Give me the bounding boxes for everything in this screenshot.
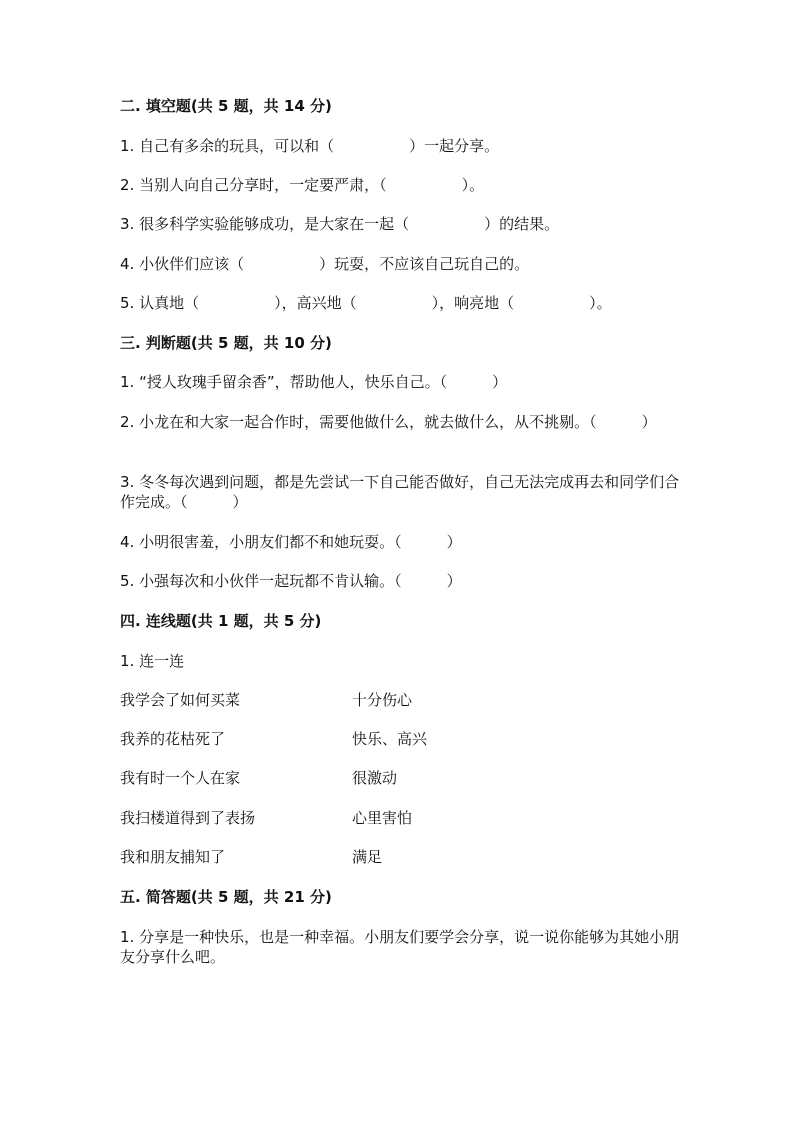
match-right-item: 快乐、高兴: [352, 730, 428, 748]
match-left-item: 我学会了如何买菜: [120, 691, 241, 709]
match-left-item: 我有时一个人在家: [120, 769, 241, 787]
match-left-item: 我养的花枯死了: [120, 730, 226, 748]
fill-question-4: 4. 小伙伴们应该（ ）玩耍，不应该自己玩自己的。: [120, 255, 530, 273]
judge-question-2: 2. 小龙在和大家一起合作时，需要他做什么，就去做什么，从不挑剔。（ ）: [120, 413, 657, 431]
short-answer-question-1: 1. 分享是一种快乐，也是一种幸福。小朋友们要学会分享，说一说你能够为其她小朋友分享什么吧。: [120, 928, 680, 966]
judge-question-4: 4. 小明很害羞，小朋友们都不和她玩耍。（ ）: [120, 533, 462, 551]
judge-question-1: 1. “授人玫瑰手留余香”，帮助他人，快乐自己。（ ）: [120, 373, 508, 391]
fill-question-1: 1. 自己有多余的玩具，可以和（ ）一起分享。: [120, 137, 500, 155]
match-left-item: 我扫楼道得到了表扬: [120, 809, 256, 827]
match-question-1: 1. 连一连: [120, 652, 185, 670]
section3-title: 三. 判断题(共 5 题，共 10 分): [120, 334, 332, 352]
match-right-item: 很激动: [352, 769, 398, 787]
match-right-item: 十分伤心: [352, 691, 413, 709]
match-left-item: 我和朋友捕知了: [120, 848, 226, 866]
fill-question-2: 2. 当别人向自己分享时，一定要严肃，（ ）。: [120, 176, 485, 194]
section4-title: 四. 连线题(共 1 题，共 5 分): [120, 612, 322, 630]
section2-title: 二. 填空题(共 5 题，共 14 分): [120, 97, 332, 115]
section5-title: 五. 简答题(共 5 题，共 21 分): [120, 888, 332, 906]
match-right-item: 满足: [352, 848, 383, 866]
fill-question-3: 3. 很多科学实验能够成功，是大家在一起（ ）的结果。: [120, 215, 560, 233]
fill-question-5: 5. 认真地（ ），高兴地（ ），响亮地（ ）。: [120, 294, 612, 312]
match-right-item: 心里害怕: [352, 809, 413, 827]
judge-question-5: 5. 小强每次和小伙伴一起玩都不肯认输。（ ）: [120, 572, 462, 590]
judge-question-3: 3. 冬冬每次遇到问题，都是先尝试一下自己能否做好，自己无法完成再去和同学们合作完成。（ ）: [120, 473, 680, 511]
